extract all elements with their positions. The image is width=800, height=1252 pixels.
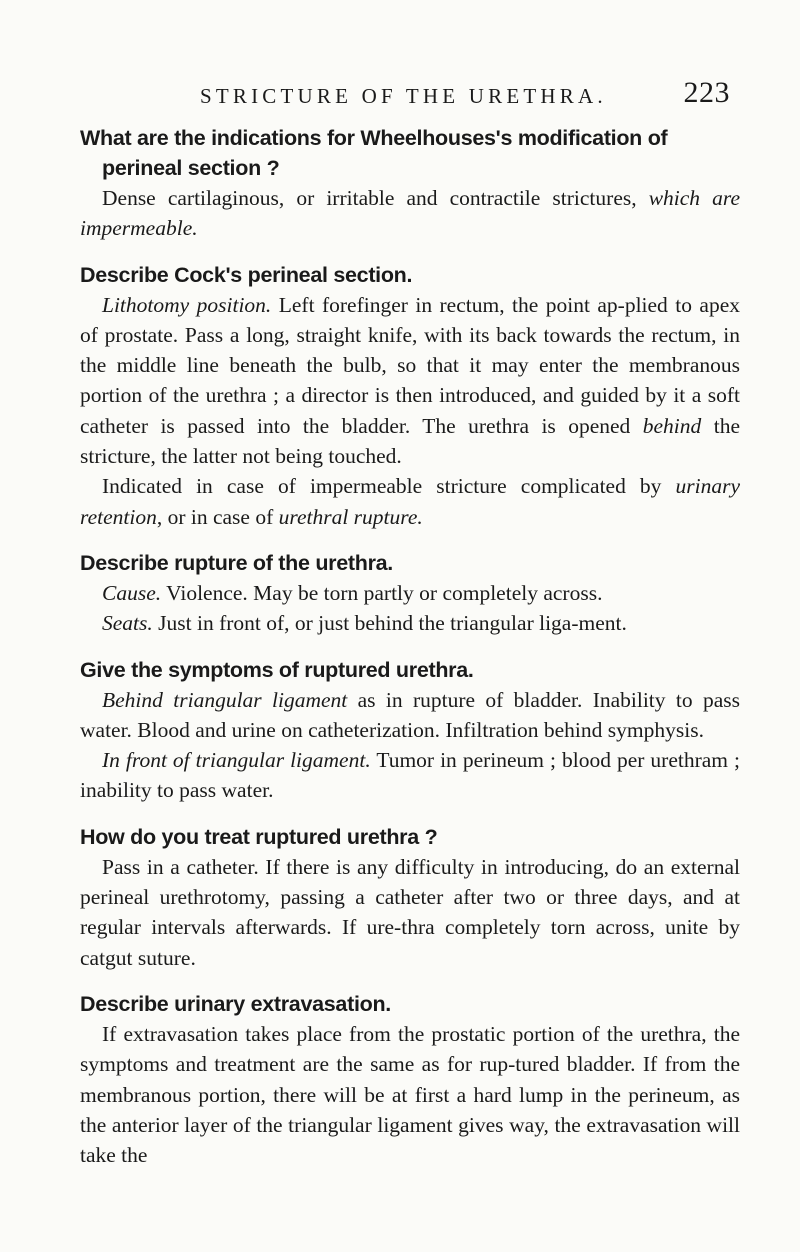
qa-section (80, 123, 740, 244)
section-gap (80, 639, 740, 655)
answer-paragraph (80, 1019, 740, 1170)
italic-text: In front of triangular ligament. (102, 748, 371, 773)
answer-text: , or in case of (156, 504, 279, 529)
answer-text: Tumor in perineum ; blood per urethram ; inability to pass water. (80, 748, 741, 803)
qa-section (80, 655, 740, 806)
section-gap (80, 244, 740, 260)
answer-paragraph (80, 183, 740, 244)
answer-text: Pass in a catheter. If there is any difficulty in introducing, do an external perineal urethrotomy, passing a catheter after two or three days, and at regular intervals afterwards. If ure-thra completely torn across, unite by catgut suture. (80, 854, 740, 970)
answer-paragraph (80, 578, 740, 608)
qa-section (80, 548, 740, 639)
question-heading: How do you treat ruptured urethra ? (80, 824, 438, 849)
answer-paragraph (80, 685, 740, 746)
answer-text: the stricture, the latter not being touched. (80, 413, 740, 469)
page-number: 223 (683, 76, 730, 109)
section-gap (80, 806, 740, 822)
answer-text: If extravasation takes place from the prostatic portion of the urethra, the symptoms and treatment are the same as for rup-tured bladder. If from the membranous portion, there will be at first a hard lump in the perineum, as the anterior layer of the triangular ligament gives way, the extravasation will take the (80, 1021, 740, 1168)
answer-text: Left forefinger in rectum, the point ap-plied to apex of prostate. Pass a long, straight knife, with its back towards the rectum, in the middle line beneath the bulb, so that it may enter the membranous portion of the urethra ; a director is then introduced, and guided by it a soft catheter is passed into the bladder. The urethra is opened (80, 292, 740, 438)
section-gap (80, 973, 740, 989)
italic-text: Lithotomy position. (102, 292, 272, 317)
qa-section (80, 822, 740, 973)
italic-text: Seats. (102, 611, 153, 636)
answer-paragraph (80, 852, 740, 973)
answer-paragraph (80, 608, 740, 638)
italic-text: Behind triangular ligament (102, 687, 348, 712)
qa-section (80, 989, 740, 1170)
running-title: STRICTURE OF THE URETHRA. (200, 84, 607, 108)
italic-text: which are impermeable. (80, 186, 741, 241)
answer-paragraph (80, 290, 740, 472)
italic-text: Cause. (102, 580, 162, 605)
italic-text: behind (642, 413, 702, 438)
answer-text: Just in front of, or just behind the triangular liga-ment. (152, 611, 627, 636)
italic-text: urinary retention (80, 474, 740, 529)
question-heading: Describe Cock's perineal section. (80, 262, 413, 287)
answer-text: as in rupture of bladder. Inability to pass water. Blood and urine on catheterization. Infiltration behind symphysis. (80, 687, 740, 742)
question-heading: What are the indications for Wheelhouses's modification of perineal section ? (80, 126, 668, 180)
page-body (80, 123, 740, 1170)
question-heading: Describe rupture of the urethra. (80, 550, 393, 575)
answer-text: Indicated in case of impermeable stricture complicated by (102, 474, 676, 499)
answer-paragraph (80, 471, 740, 532)
answer-text: Dense cartilaginous, or irritable and contractile strictures, (102, 186, 649, 210)
question-heading: Describe urinary extravasation. (80, 991, 391, 1016)
answer-paragraph (80, 745, 740, 806)
answer-text: Violence. May be torn partly or completely across. (161, 580, 603, 605)
running-head (200, 76, 760, 116)
qa-section (80, 260, 740, 532)
italic-text: urethral rupture. (278, 504, 423, 529)
section-gap (80, 532, 740, 548)
question-heading: Give the symptoms of ruptured urethra. (80, 657, 474, 682)
